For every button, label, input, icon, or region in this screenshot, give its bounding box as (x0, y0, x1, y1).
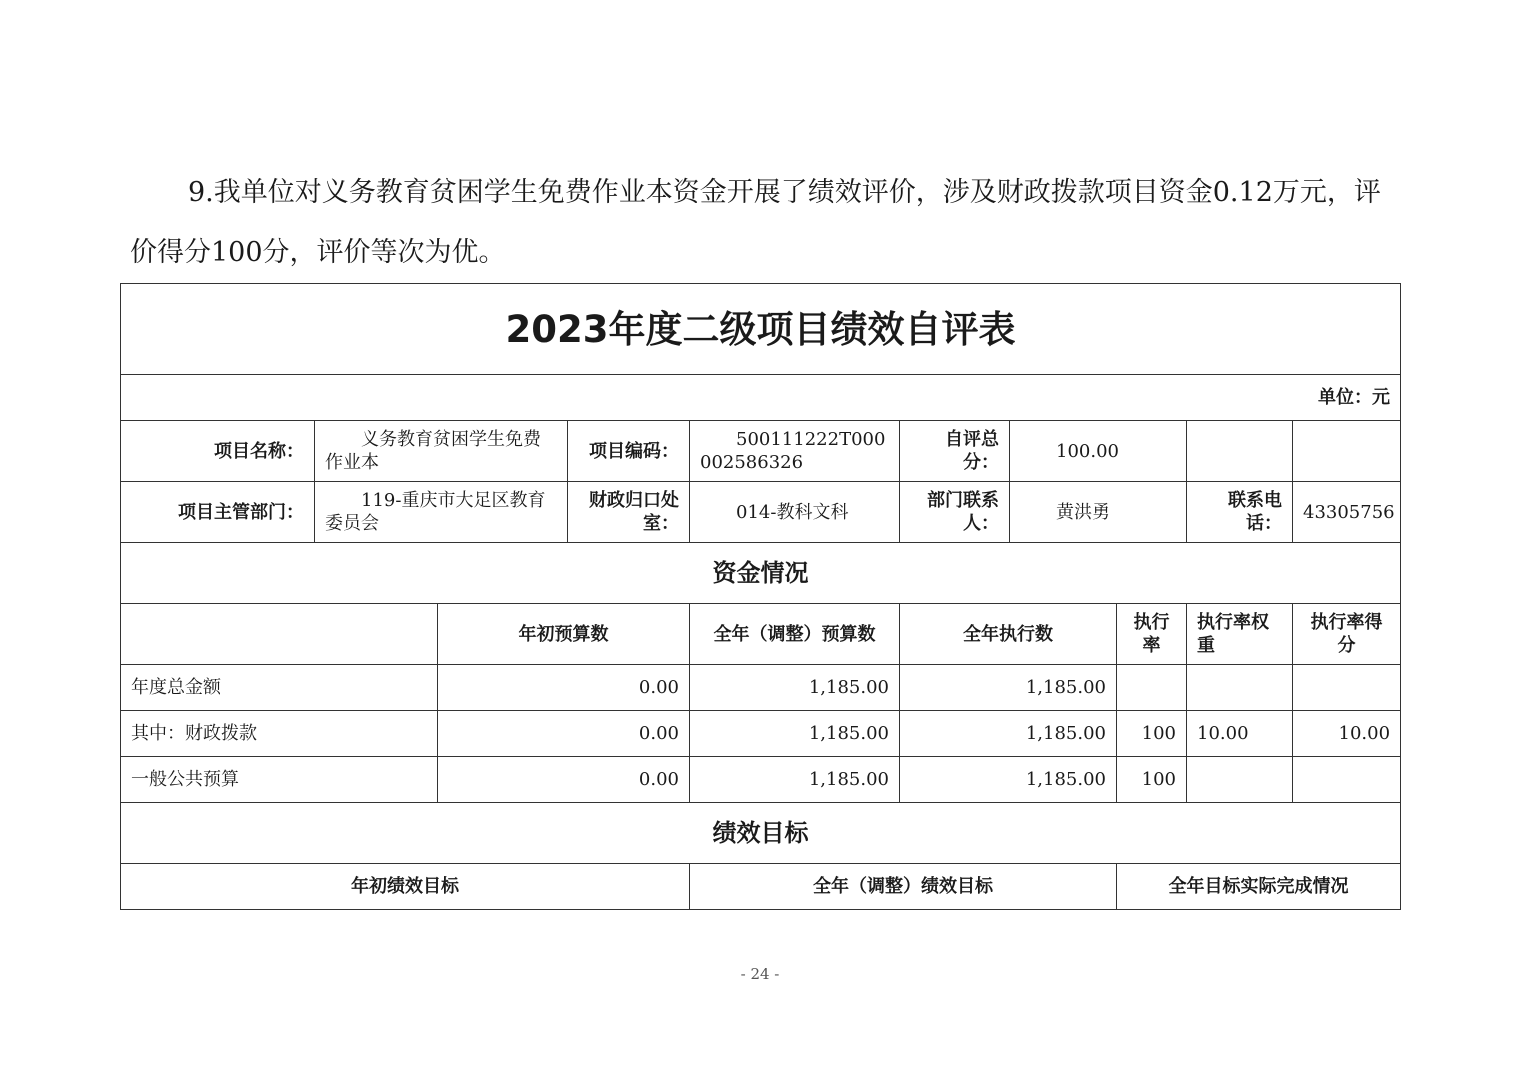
row-label: 年度总金额 (121, 665, 438, 711)
rate-score (1293, 757, 1401, 803)
funds-header-initial: 年初预算数 (438, 604, 690, 665)
performance-table (120, 283, 1401, 910)
executed-amount: 1,185.00 (900, 757, 1117, 803)
execution-rate: 100 (1117, 757, 1187, 803)
row-label: 其中：财政拨款 (121, 711, 438, 757)
intro-paragraph: 9.我单位对义务教育贫困学生免费作业本资金开展了绩效评价，涉及财政拨款项目资金0.12万元，评价得分100分，评价等次为优。 (130, 177, 1381, 268)
project-code-label: 项目编码： (568, 421, 690, 482)
goals-section-title: 绩效目标 (121, 803, 1401, 864)
finance-office-label: 财政归口处室： (568, 482, 690, 543)
contact: 黄洪勇 (1010, 482, 1187, 543)
page-number: - 24 - (740, 965, 780, 983)
goals-header-initial: 年初绩效目标 (121, 864, 690, 910)
initial-budget: 0.00 (438, 757, 690, 803)
execution-rate (1117, 665, 1187, 711)
table-row (121, 757, 1401, 803)
funds-header-rate: 执行率 (1117, 604, 1187, 665)
funds-header-adjusted: 全年（调整）预算数 (690, 604, 900, 665)
table-title: 2023年度二级项目绩效自评表 (121, 284, 1401, 375)
unit-label: 单位：元 (121, 375, 1401, 421)
empty-cell (1187, 421, 1293, 482)
dept-label: 项目主管部门： (121, 482, 315, 543)
phone-label: 联系电话： (1187, 482, 1293, 543)
funds-header-blank (121, 604, 438, 665)
phone: 43305756 (1293, 482, 1401, 543)
adjusted-budget: 1,185.00 (690, 711, 900, 757)
adjusted-budget: 1,185.00 (690, 665, 900, 711)
dept: 119-重庆市大足区教育委员会 (315, 482, 568, 543)
table-row (121, 665, 1401, 711)
self-score-label: 自评总分： (900, 421, 1010, 482)
self-score: 100.00 (1010, 421, 1187, 482)
initial-budget: 0.00 (438, 665, 690, 711)
initial-budget: 0.00 (438, 711, 690, 757)
rate-score: 10.00 (1293, 711, 1401, 757)
rate-weight (1187, 757, 1293, 803)
funds-section-title: 资金情况 (121, 543, 1401, 604)
project-code: 500111222T000002586326 (690, 421, 900, 482)
execution-rate: 100 (1117, 711, 1187, 757)
rate-weight: 10.00 (1187, 711, 1293, 757)
table-row (121, 711, 1401, 757)
executed-amount: 1,185.00 (900, 711, 1117, 757)
goals-header-actual: 全年目标实际完成情况 (1117, 864, 1401, 910)
project-name-label: 项目名称： (121, 421, 315, 482)
rate-weight (1187, 665, 1293, 711)
rate-score (1293, 665, 1401, 711)
finance-office: 014-教科文科 (690, 482, 900, 543)
project-name: 义务教育贫困学生免费作业本 (315, 421, 568, 482)
contact-label: 部门联系人： (900, 482, 1010, 543)
funds-header-score: 执行率得分 (1293, 604, 1401, 665)
adjusted-budget: 1,185.00 (690, 757, 900, 803)
funds-header-executed: 全年执行数 (900, 604, 1117, 665)
goals-header-adjusted: 全年（调整）绩效目标 (690, 864, 1117, 910)
row-label: 一般公共预算 (121, 757, 438, 803)
funds-header-weight: 执行率权重 (1187, 604, 1293, 665)
empty-cell (1293, 421, 1401, 482)
executed-amount: 1,185.00 (900, 665, 1117, 711)
